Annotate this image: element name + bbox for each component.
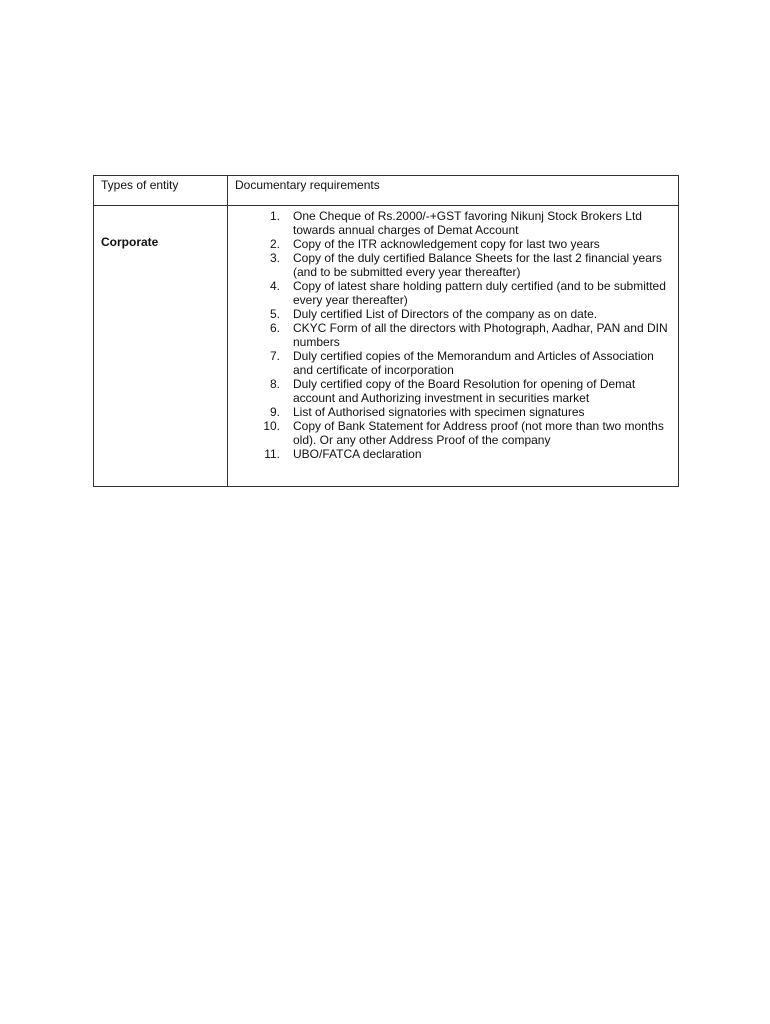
item-number: 4. [269,279,280,293]
item-number: 10. [263,419,280,433]
item-number: 7. [269,349,280,363]
list-item [228,419,670,447]
item-text: CKYC Form of all the directors with Photograph, Aadhar, PAN and DIN numbers [293,321,668,349]
item-text: UBO/FATCA declaration [293,447,422,461]
item-text: Copy of latest share holding pattern duly certified (and to be submitted every year thereafter) [293,279,666,307]
header-requirements-label: Documentary requirements [235,178,380,192]
item-number: 1. [269,209,280,223]
list-item [228,405,670,419]
list-item [228,251,670,279]
list-item [228,279,670,307]
item-text: Duly certified List of Directors of the company as on date. [293,307,598,321]
header-cell-entity [94,176,228,206]
item-number: 3. [269,251,280,265]
header-cell-requirements [228,176,679,206]
item-number: 2. [269,237,280,251]
list-item [228,377,670,405]
item-text: One Cheque of Rs.2000/-+GST favoring Nikunj Stock Brokers Ltd towards annual charges of Demat Account [293,209,642,237]
requirements-list [228,206,678,461]
item-number: 11. [264,447,280,461]
item-text: Duly certified copies of the Memorandum and Articles of Association and certificate of incorporation [293,349,654,377]
item-number: 5. [269,307,280,321]
item-text: Duly certified copy of the Board Resolution for opening of Demat account and Authorizing investment in securities market [293,377,636,405]
entity-cell [94,206,228,487]
requirements-table [93,175,679,487]
item-number: 8. [269,377,280,391]
list-item [228,209,670,237]
item-text: Copy of the duly certified Balance Sheets for the last 2 financial years (and to be submitted every year thereafter) [293,251,662,279]
item-number: 6. [269,321,280,335]
list-item [228,349,670,377]
item-text: List of Authorised signatories with specimen signatures [293,405,585,419]
table-row [94,206,679,487]
header-entity-label: Types of entity [101,178,179,192]
table-header-row [94,176,679,206]
list-item [228,447,670,461]
entity-name: Corporate [101,235,159,249]
item-number: 9. [269,405,280,419]
item-text: Copy of Bank Statement for Address proof (not more than two months old). Or any other Address Proof of the company [293,419,664,447]
item-text: Copy of the ITR acknowledgement copy for last two years [293,237,600,251]
list-item [228,307,670,321]
list-item [228,321,670,349]
list-item [228,237,670,251]
requirements-cell [228,206,679,487]
